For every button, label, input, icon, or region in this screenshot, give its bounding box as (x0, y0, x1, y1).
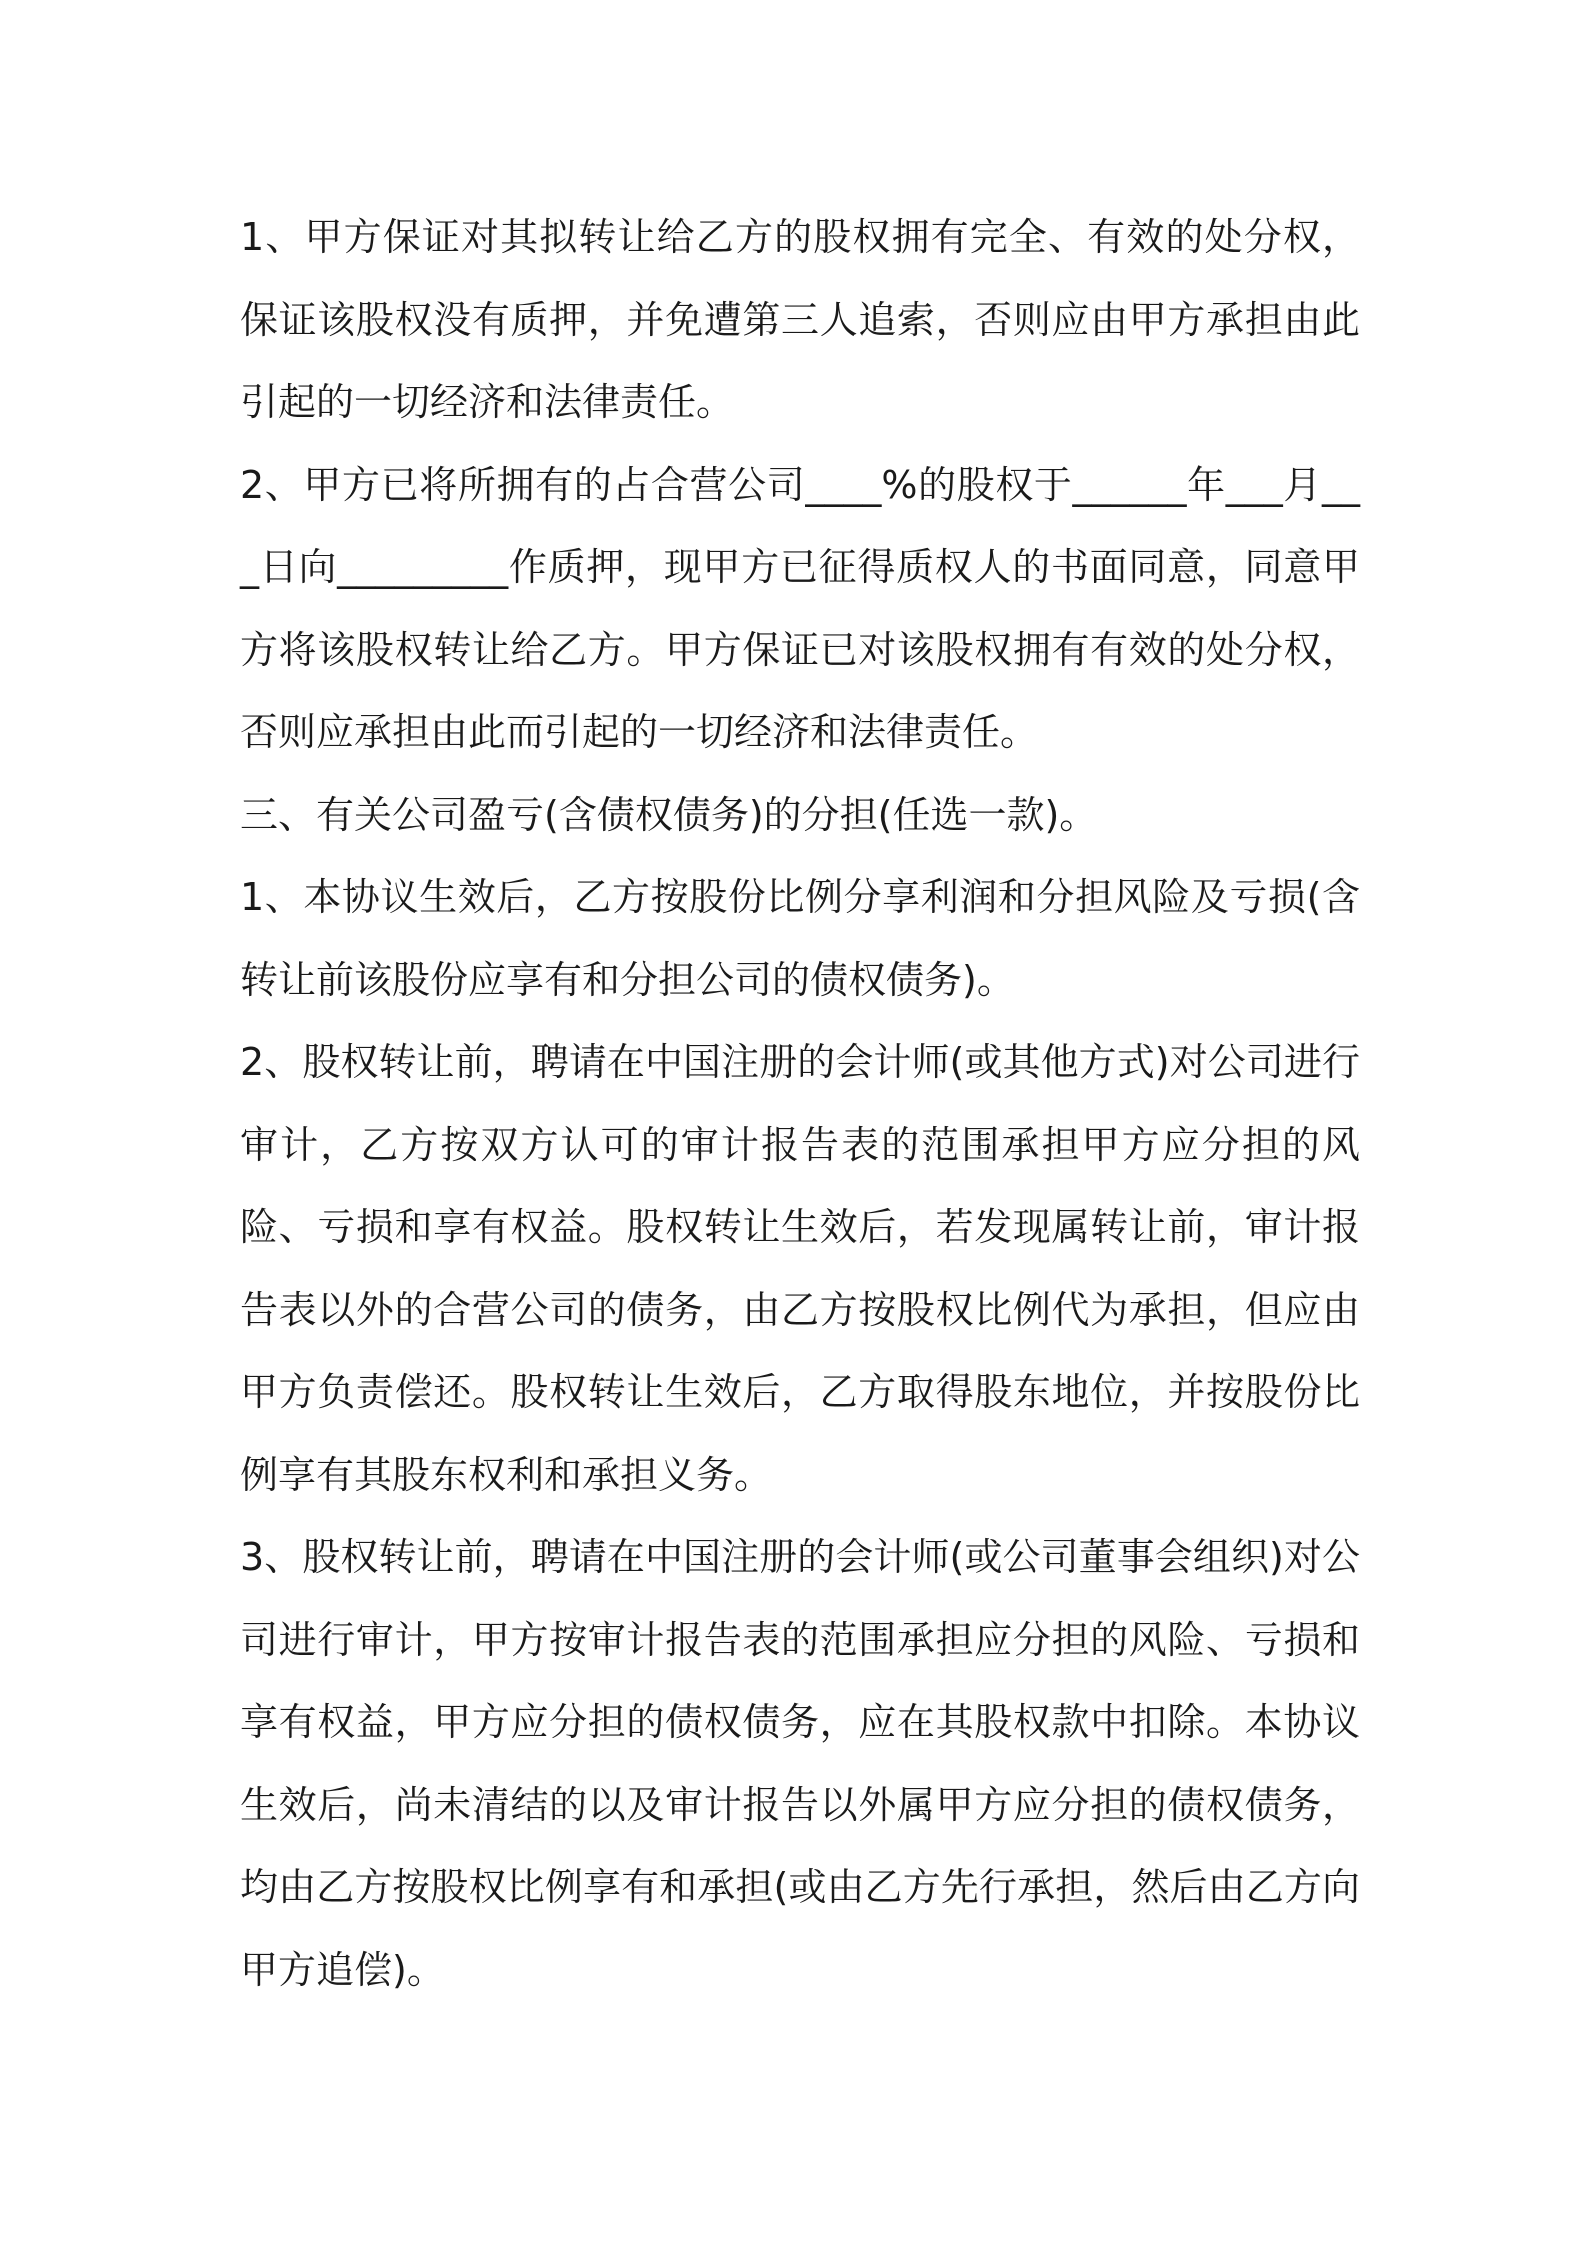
document-body (240, 196, 1360, 2011)
section-3-clause-2-paragraph: 2、股权转让前，聘请在中国注册的会计师(或其他方式)对公司进行审计，乙方按双方认可的审计报告表的范围承担甲方应分担的风险、亏损和享有权益。股权转让生效后，若发现属转让前，审计报告表以外的合营公司的债务，由乙方按股权比例代为承担，但应由甲方负责偿还。股权转让生效后，乙方取得股东地位，并按股份比例享有其股东权利和承担义务。 (240, 1040, 1360, 1497)
clause-2-paragraph: 2、甲方已将所拥有的占合营公司____%的股权于______年___月___日向_________作质押，现甲方已征得质权人的书面同意，同意甲方将该股权转让给乙方。甲方保证已对该股权拥有有效的处分权，否则应承担由此而引起的一切经济和法律责任。 (240, 462, 1360, 754)
section-3-clause-1-paragraph: 1、本协议生效后，乙方按股份比例分享利润和分担风险及亏损(含转让前该股份应享有和分担公司的债权债务)。 (240, 875, 1360, 1002)
section-3-heading: 三、有关公司盈亏(含债权债务)的分担(任选一款)。 (240, 792, 1098, 837)
section-3-clause-3-paragraph: 3、股权转让前，聘请在中国注册的会计师(或公司董事会组织)对公司进行审计，甲方按审计报告表的范围承担应分担的风险、亏损和享有权益，甲方应分担的债权债务，应在其股权款中扣除。本协议生效后，尚未清结的以及审计报告以外属甲方应分担的债权债务，均由乙方按股权比例享有和承担(或由乙方先行承担，然后由乙方向甲方追偿)。 (240, 1535, 1360, 1992)
clause-1-paragraph: 1、甲方保证对其拟转让给乙方的股权拥有完全、有效的处分权，保证该股权没有质押，并免遭第三人追索，否则应由甲方承担由此引起的一切经济和法律责任。 (240, 215, 1360, 424)
